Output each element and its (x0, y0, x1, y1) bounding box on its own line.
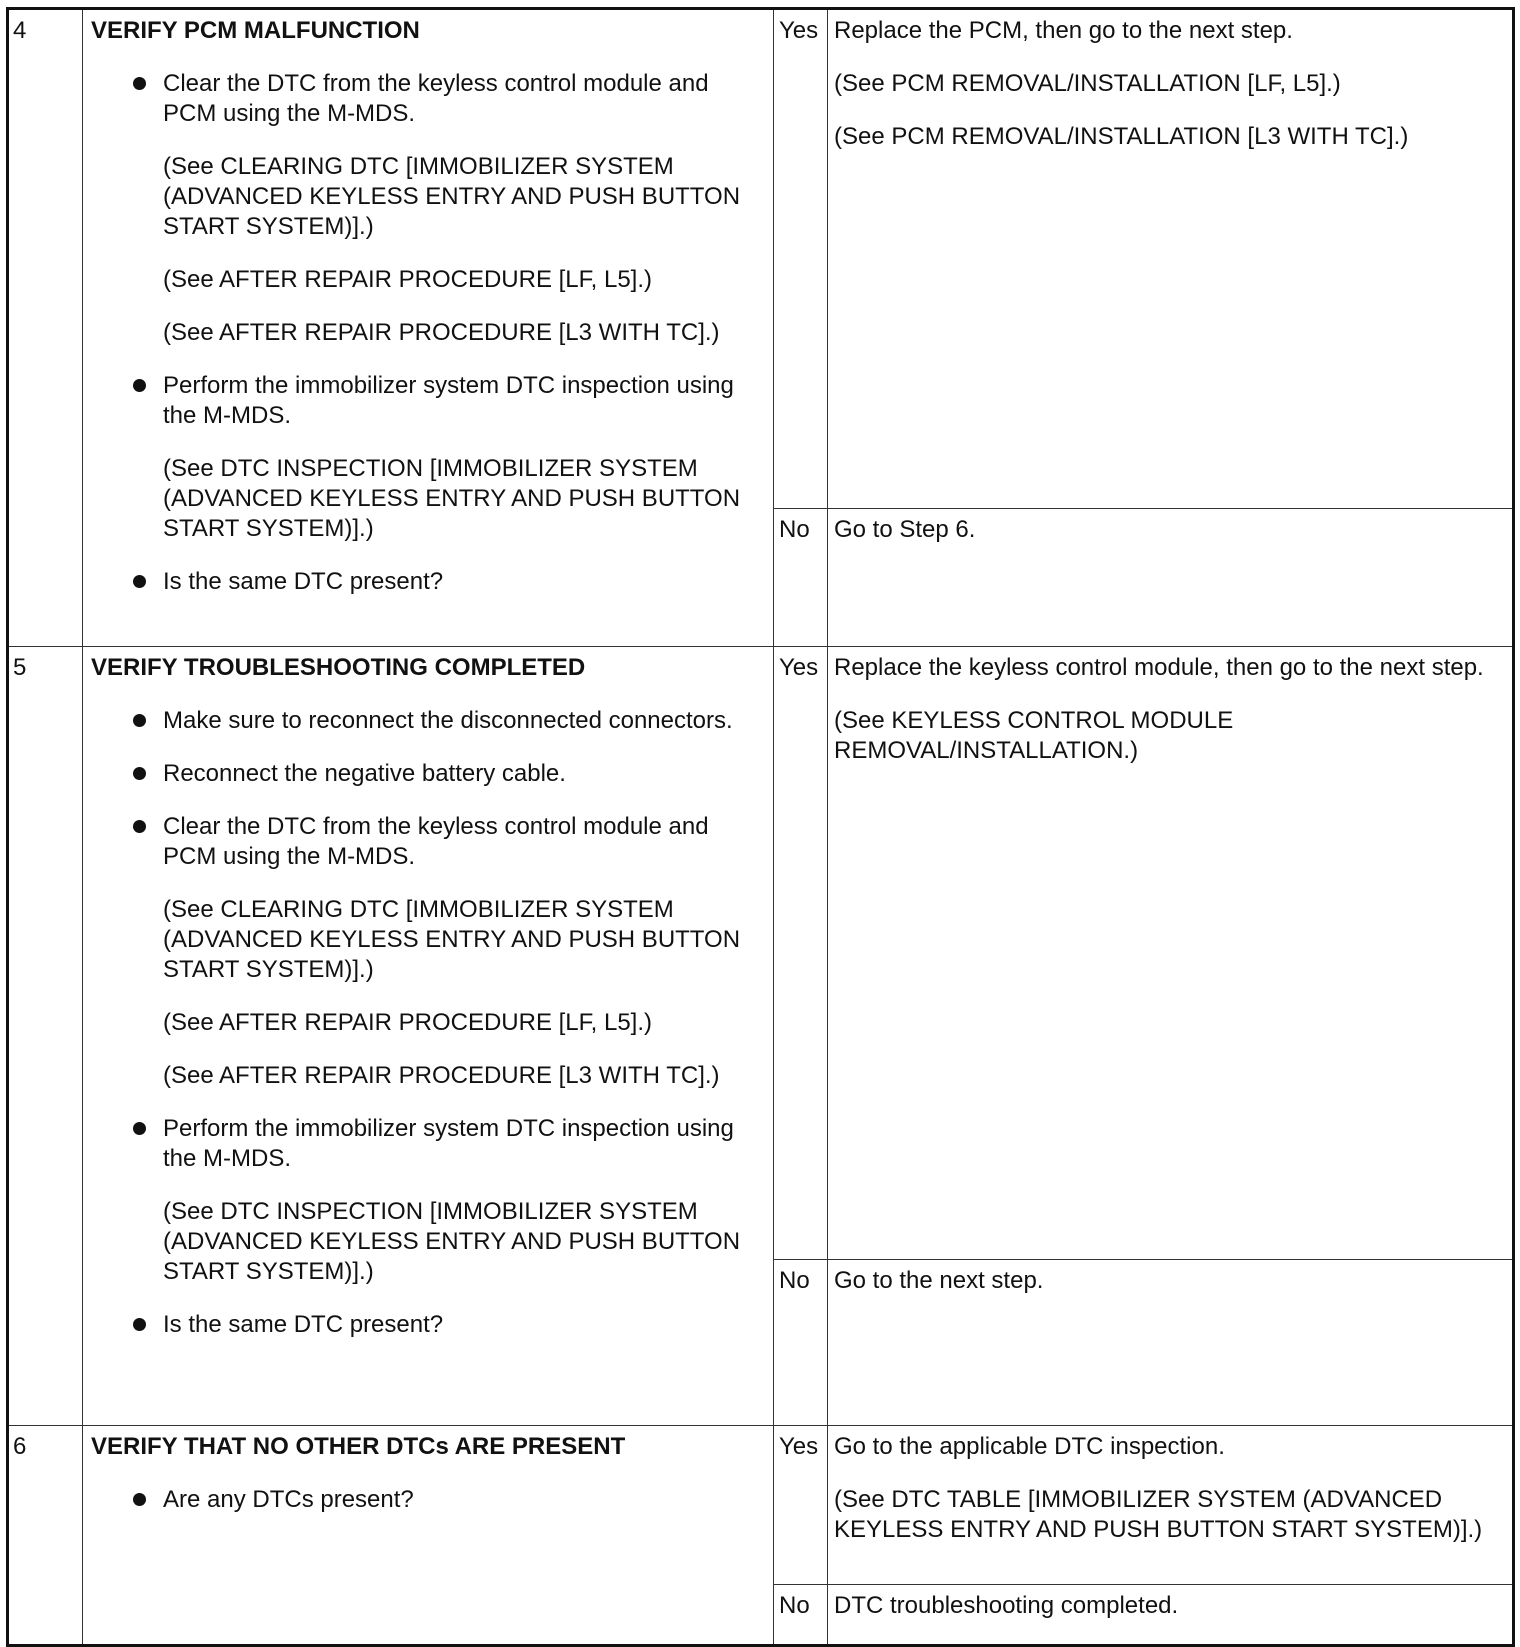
inspection-bullets (91, 706, 765, 1340)
diagnostic-table-body (8, 9, 1514, 1646)
step-title: VERIFY TROUBLESHOOTING COMPLETED (91, 654, 586, 681)
reference-note: (See CLEARING DTC [IMMOBILIZER SYSTEM (ADVANCED KEYLESS ENTRY AND PUSH BUTTON START SYSTEM)].) (163, 896, 741, 983)
bullet-text: Is the same DTC present? (163, 1311, 444, 1338)
no-label: No (774, 1260, 828, 1426)
bullet-dot-icon (133, 1493, 146, 1506)
reference-note: (See AFTER REPAIR PROCEDURE [L3 WITH TC].) (163, 1062, 720, 1089)
bullet-dot-icon (133, 575, 146, 588)
bullet-text: Perform the immobilizer system DTC inspection using the M-MDS. (163, 1115, 734, 1172)
step-number: 5 (8, 647, 83, 1426)
bullet-dot-icon (133, 820, 146, 833)
bullet-text: Reconnect the negative battery cable. (163, 760, 566, 787)
inspection-cell (83, 9, 774, 647)
inspection-bullet (91, 759, 765, 789)
bullet-dot-icon (133, 714, 146, 727)
bullet-dot-icon (133, 1122, 146, 1135)
yes-label: Yes (774, 9, 828, 509)
inspection-bullet (91, 371, 765, 431)
action-line: (See PCM REMOVAL/INSTALLATION [LF, L5].) (834, 70, 1341, 97)
yes-action-cell (828, 1426, 1514, 1585)
yes-action-cell (828, 647, 1514, 1260)
inspection-bullet (91, 1485, 765, 1515)
action-line: Go to the applicable DTC inspection. (834, 1433, 1225, 1460)
bullet-dot-icon (133, 77, 146, 90)
step-row-yes (8, 9, 1514, 509)
yes-label: Yes (774, 1426, 828, 1585)
action-line: (See DTC TABLE [IMMOBILIZER SYSTEM (ADVANCED KEYLESS ENTRY AND PUSH BUTTON START SYSTEM)].) (834, 1486, 1483, 1543)
inspection-bullet (91, 812, 765, 872)
inspection-cell (83, 1426, 774, 1646)
bullet-text: Clear the DTC from the keyless control module and PCM using the M-MDS. (163, 70, 709, 127)
inspection-bullet (91, 1310, 765, 1340)
inspection-bullet (91, 1114, 765, 1174)
yes-label: Yes (774, 647, 828, 1260)
action-line: Replace the keyless control module, then go to the next step. (834, 654, 1484, 681)
no-label: No (774, 1585, 828, 1646)
no-action-cell (828, 1585, 1514, 1646)
step-number: 4 (8, 9, 83, 647)
step-row-yes (8, 1426, 1514, 1585)
reference-note: (See CLEARING DTC [IMMOBILIZER SYSTEM (ADVANCED KEYLESS ENTRY AND PUSH BUTTON START SYSTEM)].) (163, 153, 741, 240)
yes-action-cell (828, 9, 1514, 509)
bullet-text: Are any DTCs present? (163, 1486, 414, 1513)
step-number: 6 (8, 1426, 83, 1646)
action-line: Go to the next step. (834, 1267, 1044, 1294)
inspection-bullet (91, 706, 765, 736)
action-line: Replace the PCM, then go to the next step. (834, 17, 1293, 44)
no-action-cell (828, 509, 1514, 647)
bullet-text: Make sure to reconnect the disconnected connectors. (163, 707, 733, 734)
bullet-dot-icon (133, 767, 146, 780)
reference-note: (See AFTER REPAIR PROCEDURE [L3 WITH TC].) (163, 319, 720, 346)
inspection-bullets (91, 1485, 765, 1515)
action-line: DTC troubleshooting completed. (834, 1592, 1179, 1619)
action-line: (See PCM REMOVAL/INSTALLATION [L3 WITH TC].) (834, 123, 1409, 150)
bullet-dot-icon (133, 1318, 146, 1331)
bullet-text: Perform the immobilizer system DTC inspection using the M-MDS. (163, 372, 734, 429)
inspection-bullet (91, 567, 765, 597)
action-line: Go to Step 6. (834, 516, 976, 543)
no-action-cell (828, 1260, 1514, 1426)
inspection-bullet (91, 69, 765, 129)
bullet-text: Clear the DTC from the keyless control module and PCM using the M-MDS. (163, 813, 709, 870)
reference-note: (See AFTER REPAIR PROCEDURE [LF, L5].) (163, 266, 653, 293)
reference-note: (See DTC INSPECTION [IMMOBILIZER SYSTEM (ADVANCED KEYLESS ENTRY AND PUSH BUTTON START SYSTEM)].) (163, 455, 741, 542)
bullet-text: Is the same DTC present? (163, 568, 444, 595)
step-title: VERIFY THAT NO OTHER DTCs ARE PRESENT (91, 1433, 626, 1460)
step-row-yes (8, 647, 1514, 1260)
reference-note: (See AFTER REPAIR PROCEDURE [LF, L5].) (163, 1009, 653, 1036)
no-label: No (774, 509, 828, 647)
inspection-cell (83, 647, 774, 1426)
reference-note: (See DTC INSPECTION [IMMOBILIZER SYSTEM (ADVANCED KEYLESS ENTRY AND PUSH BUTTON START SYSTEM)].) (163, 1198, 741, 1285)
bullet-dot-icon (133, 379, 146, 392)
step-title: VERIFY PCM MALFUNCTION (91, 17, 420, 44)
diagnostic-procedure-table (6, 7, 1515, 1647)
inspection-bullets (91, 69, 765, 597)
action-line: (See KEYLESS CONTROL MODULE REMOVAL/INSTALLATION.) (834, 707, 1234, 764)
